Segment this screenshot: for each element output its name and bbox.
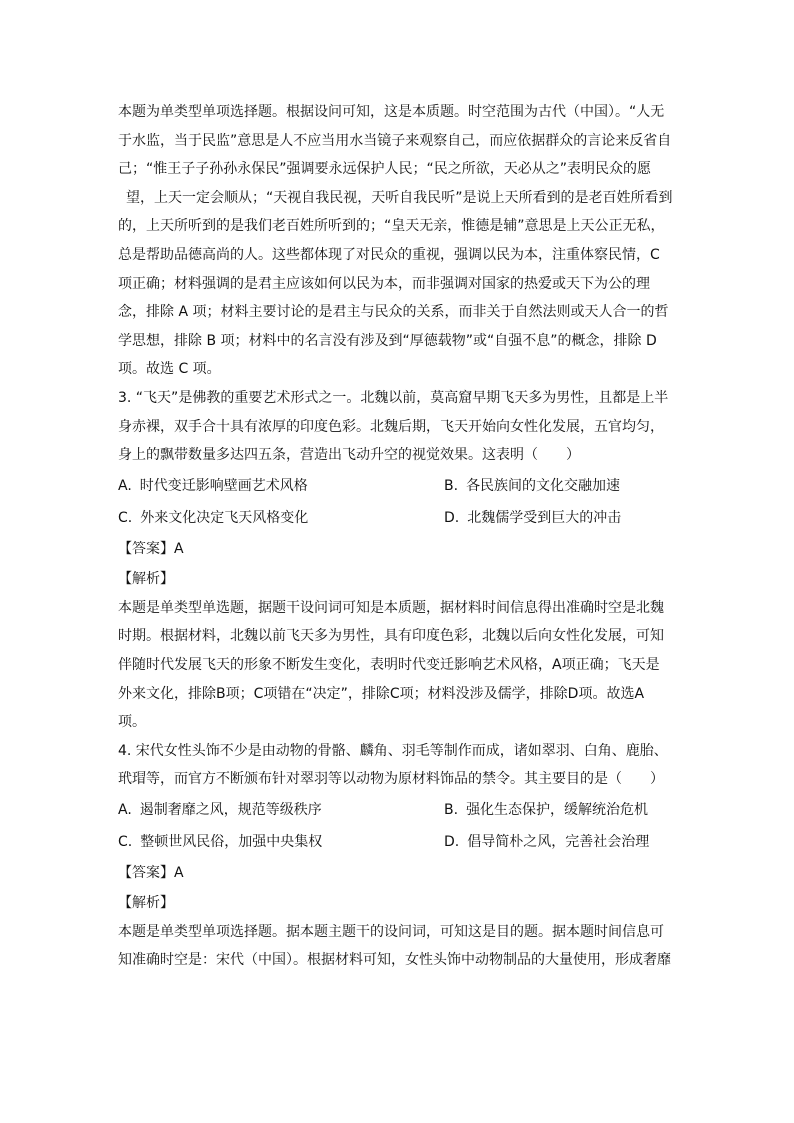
text-line: 项正确；材料强调的是君主应该如何以民为本，而非强调对国家的热爱或天下为公的理	[118, 275, 650, 292]
option-letter: B.	[444, 801, 459, 818]
option-letter: D.	[444, 509, 460, 526]
question-stem-line: 3. “飞天”是佛教的重要艺术形式之一。北魏以前，莫高窟早期飞天多为男性，且都是上半	[118, 389, 669, 406]
text-line: 学思想，排除 B 项；材料中的名言没有涉及到“厚德载物”或“自强不息”的概念，排除 D	[118, 332, 657, 349]
question-stem-line: 玳瑁等，而官方不断颁布针对翠羽等以动物为原材料饰品的禁令。其主要目的是（ ）	[118, 771, 664, 788]
text-line: 项。故选 C 项。	[118, 361, 221, 378]
option-b	[444, 794, 684, 826]
answer-label: 【答案】A	[118, 540, 184, 557]
question-stem-line: 身上的飘带数量多达四五条，营造出飞动升空的视觉效果。这表明（ ）	[118, 447, 580, 464]
text-line: 总是帮助品德高尚的人。这些都体现了对民众的重视，强调以民为本，注重体察民情，C	[118, 246, 660, 263]
text-line: 的，上天所听到的是我们老百姓所听到的；“皇天无亲，惟德是辅”意思是上天公正无私，	[118, 218, 665, 235]
option-letter: B.	[444, 477, 459, 494]
option-letter: A.	[118, 801, 132, 818]
option-a	[118, 794, 444, 826]
question-3	[118, 384, 684, 737]
option-a	[118, 470, 444, 502]
text-line: 己；“惟王子子孙孙永保民”强调要永远保护人民；“民之所欲，天必从之”表明民众的愿	[118, 161, 652, 178]
analysis-line: 知准确时空是：宋代（中国）。根据材料可知，女性头饰中动物制品的大量使用，形成奢靡	[118, 952, 671, 969]
analysis-block-q2	[118, 98, 684, 384]
analysis-line: 本题是单类型单选题，据题干设问词可知是本质题，据材料时间信息得出准确时空是北魏	[118, 599, 664, 616]
document-page	[118, 98, 684, 975]
question-4	[118, 737, 684, 975]
analysis-line: 本题是单类型单项选择题。据本题主题干的设问词，可知这是目的题。据本题时间信息可	[118, 923, 664, 940]
option-d	[444, 502, 684, 534]
analysis-line: 伴随时代发展飞天的形象不断发生变化，表明时代变迁影响艺术风格，A项正确；飞天是	[118, 656, 660, 673]
option-text: 外来文化决定飞天风格变化	[140, 509, 309, 526]
analysis-line: 外来文化，排除B项；C项错在“决定”，排除C项；材料没涉及儒学，排除D项。故选A	[118, 685, 645, 702]
option-text: 时代变迁影响壁画艺术风格	[139, 477, 308, 494]
options-row	[118, 826, 684, 858]
text-line: 本题为单类型单项选择题。根据设问可知，这是本质题。时空范围为古代（中国）。“人无	[118, 104, 665, 120]
option-text: 整顿世风民俗，加强中央集权	[140, 833, 323, 850]
analysis-label: 【解析】	[118, 570, 174, 587]
option-b	[444, 470, 684, 502]
options-row	[118, 470, 684, 502]
option-text: 强化生态保护，缓解统治危机	[466, 801, 649, 818]
option-letter: C.	[118, 833, 133, 850]
option-c	[118, 502, 444, 534]
question-stem-line: 4. 宋代女性头饰不少是由动物的骨骼、麟角、羽毛等制作而成，诸如翠羽、白角、鹿胎、	[118, 742, 668, 759]
options-row	[118, 502, 684, 534]
option-text: 北魏儒学受到巨大的冲击	[467, 509, 622, 526]
option-text: 各民族间的文化交融加速	[466, 477, 621, 494]
analysis-label: 【解析】	[118, 894, 174, 911]
text-line: 望，上天一定会顺从；“天视自我民视，天听自我民听”是说上天所看到的是老百姓所看到	[126, 189, 673, 206]
analysis-line: 项。	[118, 714, 146, 731]
option-text: 倡导简朴之风，完善社会治理	[467, 833, 650, 850]
text-line: 念，排除 A 项；材料主要讨论的是君主与民众的关系，而非关于自然法则或天人合一的哲	[118, 304, 669, 321]
analysis-line: 时期。根据材料，北魏以前飞天多为男性，具有印度色彩，北魏以后向女性化发展，可知	[118, 628, 664, 645]
option-letter: A.	[118, 477, 132, 494]
option-text: 遏制奢靡之风，规范等级秩序	[139, 801, 322, 818]
option-d	[444, 826, 684, 858]
options-row	[118, 794, 684, 826]
option-letter: C.	[118, 509, 133, 526]
option-letter: D.	[444, 833, 460, 850]
question-stem-line: 身赤裸，双手合十具有浓厚的印度色彩。北魏后期，飞天开始向女性化发展，五官均匀，	[118, 418, 664, 435]
option-c	[118, 826, 444, 858]
text-line: 于水监，当于民监”意思是人不应当用水当镜子来观察自己，而应依据群众的言论来反省自	[118, 132, 672, 149]
answer-label: 【答案】A	[118, 864, 184, 881]
